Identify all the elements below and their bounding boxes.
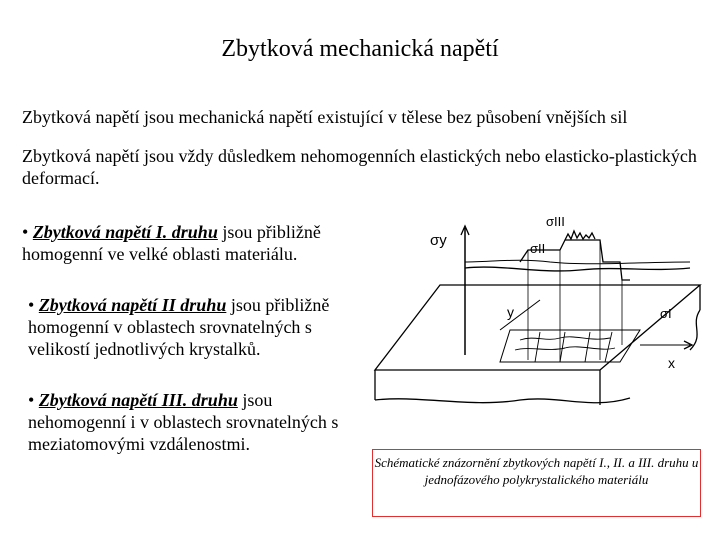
sigma-III-profile (565, 231, 595, 240)
bullet-text: jsou nehomogenní i v oblastech srovnatelných s meziatomovými vzdálenostmi. (28, 390, 339, 454)
bullet-marker: • (22, 222, 29, 242)
bullet-term: Zbytková napětí III. druhu (38, 390, 238, 410)
label-x: x (668, 355, 675, 371)
definition-paragraph: Zbytková napětí jsou mechanická napětí existující v tělese bez působení vnějších sil (22, 107, 628, 127)
label-sigma-II: σII (530, 241, 546, 256)
block-right-wave (690, 310, 700, 350)
sigma-I-curve (465, 267, 690, 271)
diagram-caption: Schématické znázornění zbytkových napětí I., II. a III. druhu u jednofázového polykrystalického materiálu (372, 449, 701, 517)
material-block-outline (375, 285, 700, 370)
label-sigma-I: σI (660, 306, 672, 321)
bullet-marker: • (28, 390, 35, 410)
bullet-marker: • (28, 295, 35, 315)
bullet-text: jsou přibližně homogenní ve velké oblasti materiálu. (22, 222, 321, 264)
projection-lines (528, 240, 622, 362)
label-y: y (507, 304, 514, 320)
sigma-baseline (465, 260, 690, 264)
bullet-term: Zbytková napětí II druhu (38, 295, 227, 315)
bullet-term: Zbytková napětí I. druhu (32, 222, 218, 242)
bullet-text: jsou přibližně homogenní v oblastech srovnatelných s velikostí jednotlivých krystalků. (28, 295, 330, 359)
block-bottom-wave (375, 398, 630, 403)
cause-paragraph: Zbytková napětí jsou vždy důsledkem nehomogenních elastických nebo elasticko-plastických deformací. (22, 146, 697, 188)
label-sigma-y: σy (430, 232, 447, 249)
page-title: Zbytková mechanická napětí (221, 36, 499, 62)
y-axis (500, 300, 540, 330)
grain-region (500, 330, 640, 362)
label-sigma-III: σIII (546, 214, 565, 229)
